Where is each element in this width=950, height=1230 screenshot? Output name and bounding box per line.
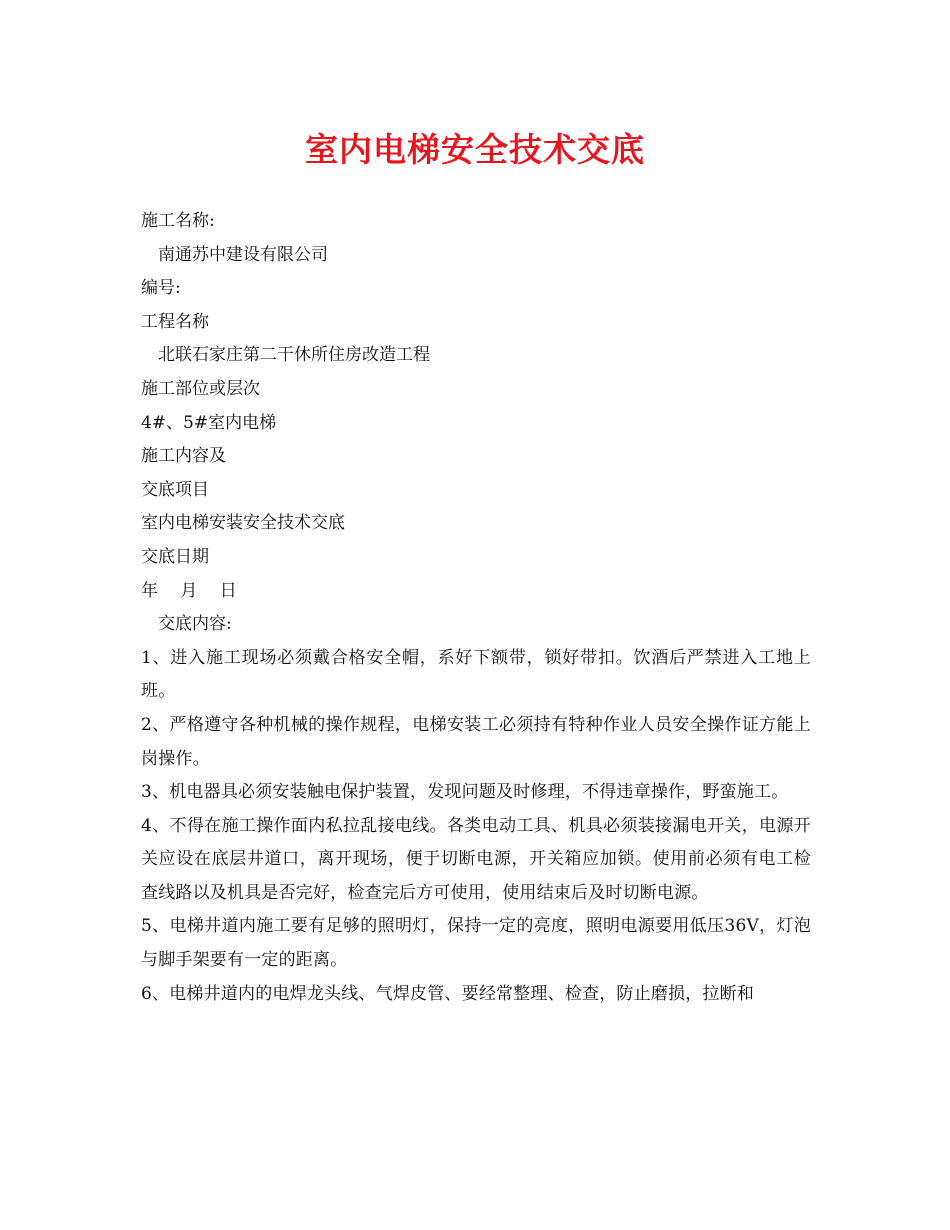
header-line-project-name-label: 工程名称 (141, 311, 209, 332)
header-line-disclosure-label: 交底内容: (158, 614, 232, 635)
header-line-content-label: 施工内容及 (141, 446, 226, 467)
header-line-construction-name-label: 施工名称: (141, 211, 215, 231)
paragraph-1: 1、进入施工现场必须戴合格安全帽，系好下额带，锁好带扣。饮酒后严禁进入工地上班。 (141, 647, 811, 702)
header-line-company: 南通苏中建设有限公司 (158, 244, 328, 265)
header-line-project-name: 北联石家庄第二干休所住房改造工程 (158, 345, 430, 366)
header-line-location-label: 施工部位或层次 (141, 378, 260, 399)
document-body (141, 205, 811, 1011)
paragraph-block (141, 642, 811, 1012)
header-line-item-label: 交底项目 (141, 479, 209, 500)
paragraph-2: 2、严格遵守各种机械的操作规程，电梯安装工必须持有特种作业人员安全操作证方能上岗操作。 (141, 714, 811, 769)
header-line-number-label: 编号: (141, 278, 181, 299)
document-title: 室内电梯安全技术交底 (305, 130, 645, 169)
header-line-date-label: 交底日期 (141, 546, 209, 567)
paragraph-6: 6、电梯井道内的电焊龙头线、气焊皮管、要经常整理、检查，防止磨损，拉断和 (141, 983, 755, 1004)
paragraph-3: 3、机电器具必须安装触电保护装置，发现问题及时修理，不得违章操作，野蛮施工。 (141, 782, 789, 803)
paragraph-5: 5、电梯井道内施工要有足够的照明灯，保持一定的亮度，照明电源要用低压36V，灯泡与脚手架要有一定的距离。 (141, 916, 811, 971)
header-line-item: 室内电梯安装安全技术交底 (141, 513, 345, 534)
paragraph-4: 4、不得在施工操作面内私拉乱接电线。各类电动工具、机具必须装接漏电开关，电源开关应设在底层井道口，离开现场，便于切断电源，开关箱应加锁。使用前必须有电工检查线路以及机具是否完好，检查完后方可使用，使用结束后及时切断电源。 (141, 815, 811, 903)
header-line-location: 4#、5#室内电梯 (141, 412, 277, 433)
header-block (141, 205, 811, 642)
header-line-date: 年 月 日 (141, 580, 237, 601)
